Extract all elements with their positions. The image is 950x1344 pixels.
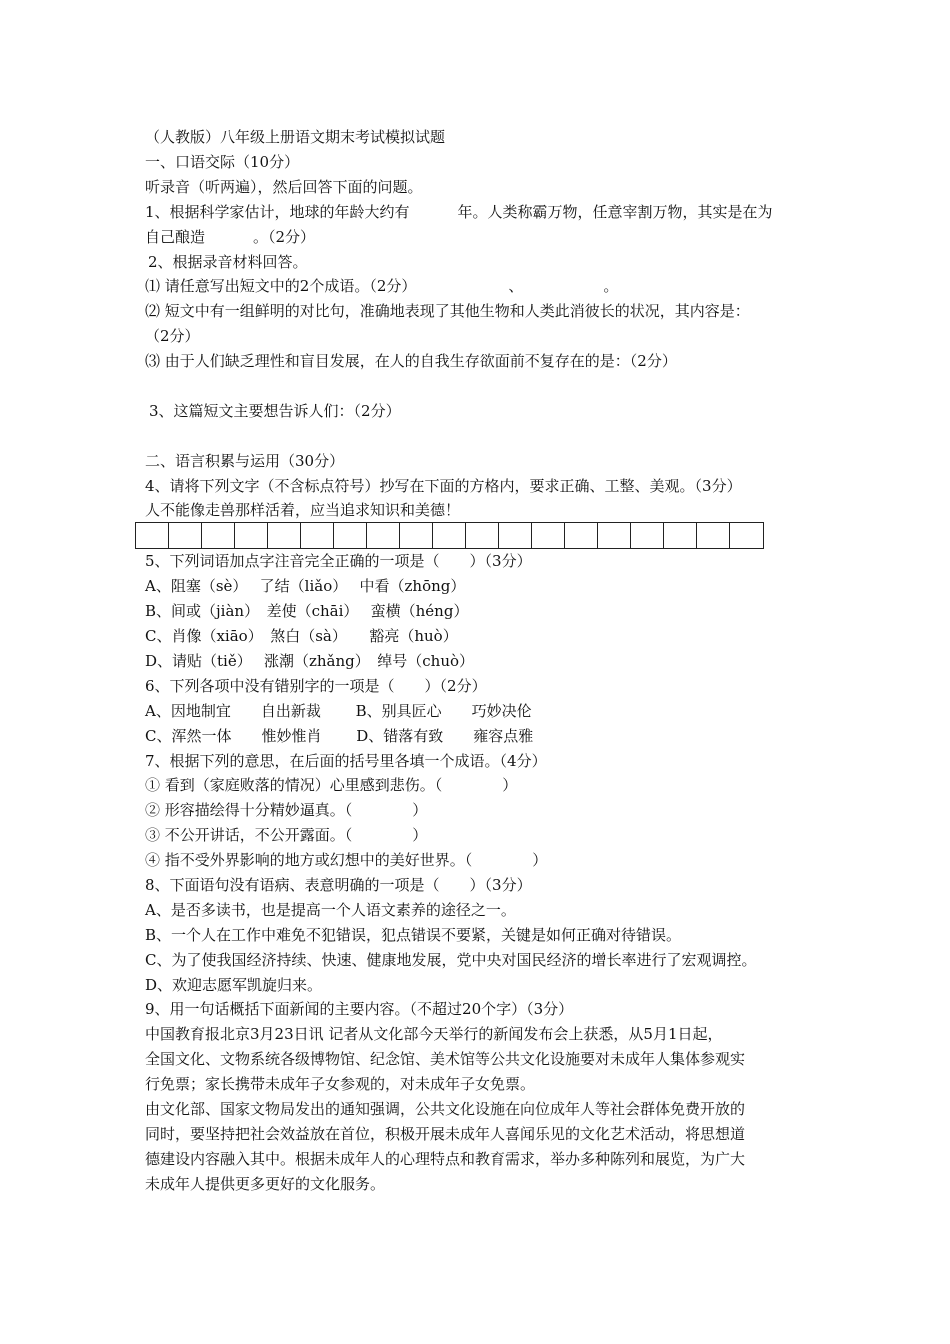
grid-cell[interactable]: [499, 523, 532, 548]
question-6: 6、下列各项中没有错别字的一项是（ ）（2分）: [145, 677, 487, 695]
writing-grid[interactable]: [135, 522, 764, 549]
question-8-option-a: A、是否多读书，也是提高一个人语文素养的途径之一。: [145, 901, 516, 919]
question-5-option-b: B、间或（jiàn） 差使（chāi） 蛮横（héng）: [145, 602, 469, 620]
question-2-1-separator: 、: [508, 277, 524, 295]
question-7-item-3: ③ 不公开讲话，不公开露面。（ ）: [145, 826, 428, 844]
question-5-option-c: C、肖像（xiāo） 煞白（sà） 豁亮（huò）: [145, 627, 458, 645]
grid-cell[interactable]: [202, 523, 235, 548]
section-2-heading: 二、语言积累与运用（30分）: [145, 452, 345, 470]
grid-cell[interactable]: [631, 523, 664, 548]
grid-cell[interactable]: [730, 523, 763, 548]
question-6-options-ab: A、因地制宜 自出新裁 B、别具匠心 巧妙决伦: [145, 702, 532, 720]
question-2: 2、根据录音材料回答。: [148, 253, 308, 271]
question-2-3: ⑶ 由于人们缺乏理性和盲目发展，在人的自我生存欲面前不复存在的是：（2分）: [145, 352, 677, 370]
grid-cell[interactable]: [565, 523, 598, 548]
news-paragraph-1-line-3: 行免票；家长携带未成年子女参观的，对未成年子女免票。: [145, 1075, 536, 1093]
question-9: 9、用一句话概括下面新闻的主要内容。（不超过20个字）（3分）: [145, 1000, 574, 1018]
question-4: 4、请将下列文字（不含标点符号）抄写在下面的方格内，要求正确、工整、美观。（3分）: [145, 477, 742, 495]
question-8-option-c: C、为了使我国经济持续、快速、健康地发展，党中央对国民经济的增长率进行了宏观调控。: [145, 951, 757, 969]
section-1-intro: 听录音（听两遍），然后回答下面的问题。: [145, 178, 423, 196]
grid-cell[interactable]: [598, 523, 631, 548]
grid-cell[interactable]: [664, 523, 697, 548]
question-5: 5、下列词语加点字注音完全正确的一项是（ ）（3分）: [145, 552, 532, 570]
question-3: 3、这篇短文主要想告诉人们：（2分）: [149, 402, 401, 420]
question-2-2-score: （2分）: [145, 327, 200, 345]
news-paragraph-2-line-1: 由文化部、国家文物局发出的通知强调，公共文化设施在向位成年人等社会群体免费开放的: [145, 1100, 746, 1118]
grid-cell[interactable]: [697, 523, 730, 548]
question-1-line-1: [145, 202, 773, 222]
question-8-option-d: D、欢迎志愿军凯旋归来。: [145, 976, 323, 994]
question-4-text: 人不能像走兽那样活着，应当追求知识和美德！: [145, 501, 461, 519]
grid-cell[interactable]: [532, 523, 565, 548]
question-1-part-d: 。（2分）: [253, 228, 316, 246]
exam-title: （人教版）八年级上册语文期末考试模拟试题: [145, 128, 446, 146]
question-7-item-1: ① 看到（家庭败落的情况）心里感到悲伤。（ ）: [145, 776, 518, 794]
question-7-item-4: ④ 指不受外界影响的地方或幻想中的美好世界。（ ）: [145, 851, 548, 869]
news-paragraph-2-line-2: 同时，要坚持把社会效益放在首位，积极开展未成年人喜闻乐见的文化艺术活动，将思想道: [145, 1125, 746, 1143]
grid-cell[interactable]: [433, 523, 466, 548]
grid-cell[interactable]: [466, 523, 499, 548]
question-2-1: [145, 276, 618, 296]
news-paragraph-2-line-4: 未成年人提供更多更好的文化服务。: [145, 1175, 386, 1193]
grid-cell[interactable]: [400, 523, 433, 548]
question-2-2: ⑵ 短文中有一组鲜明的对比句，准确地表现了其他生物和人类此消彼长的状况，其内容是：: [145, 302, 750, 320]
question-7: 7、根据下列的意思，在后面的括号里各填一个成语。（4分）: [145, 752, 547, 770]
question-1-line-2: [145, 227, 315, 247]
question-1-part-b: 年。人类称霸万物，任意宰割万物，其实是在为: [457, 203, 773, 221]
question-8: 8、下面语句没有语病、表意明确的一项是（ ）（3分）: [145, 876, 532, 894]
news-paragraph-2-line-3: 德建设内容融入其中。根据未成年人的心理特点和教育需求，举办多种陈列和展览，为广大: [145, 1150, 746, 1168]
grid-cell[interactable]: [169, 523, 202, 548]
grid-cell[interactable]: [268, 523, 301, 548]
question-2-1-prompt: ⑴ 请任意写出短文中的2个成语。（2分）: [145, 277, 417, 295]
grid-cell[interactable]: [136, 523, 169, 548]
news-paragraph-1-line-1: 中国教育报北京3月23日讯 记者从文化部今天举行的新闻发布会上获悉，从5月1日起，: [145, 1025, 723, 1043]
news-paragraph-1-line-2: 全国文化、文物系统各级博物馆、纪念馆、美术馆等公共文化设施要对未成年人集体参观实: [145, 1050, 746, 1068]
grid-cell[interactable]: [334, 523, 367, 548]
grid-cell[interactable]: [301, 523, 334, 548]
grid-cell[interactable]: [235, 523, 268, 548]
question-2-1-end: 。: [603, 277, 619, 295]
question-6-options-cd: C、浑然一体 惟妙惟肖 D、错落有致 雍容点雅: [145, 727, 534, 745]
question-1-part-a: 1、根据科学家估计，地球的年龄大约有: [145, 203, 410, 221]
question-5-option-d: D、请贴（tiě） 涨潮（zhǎng） 绰号（chuò）: [145, 652, 475, 670]
question-8-option-b: B、一个人在工作中难免不犯错误，犯点错误不要紧，关键是如何正确对待错误。: [145, 926, 682, 944]
question-7-item-2: ② 形容描绘得十分精妙逼真。（ ）: [145, 801, 428, 819]
grid-cell[interactable]: [367, 523, 400, 548]
question-1-part-c: 自己酿造: [145, 228, 206, 246]
section-1-heading: 一、口语交际（10分）: [145, 153, 300, 171]
question-5-option-a: A、阻塞（sè） 了结（liǎo） 中看（zhōng）: [145, 577, 466, 595]
